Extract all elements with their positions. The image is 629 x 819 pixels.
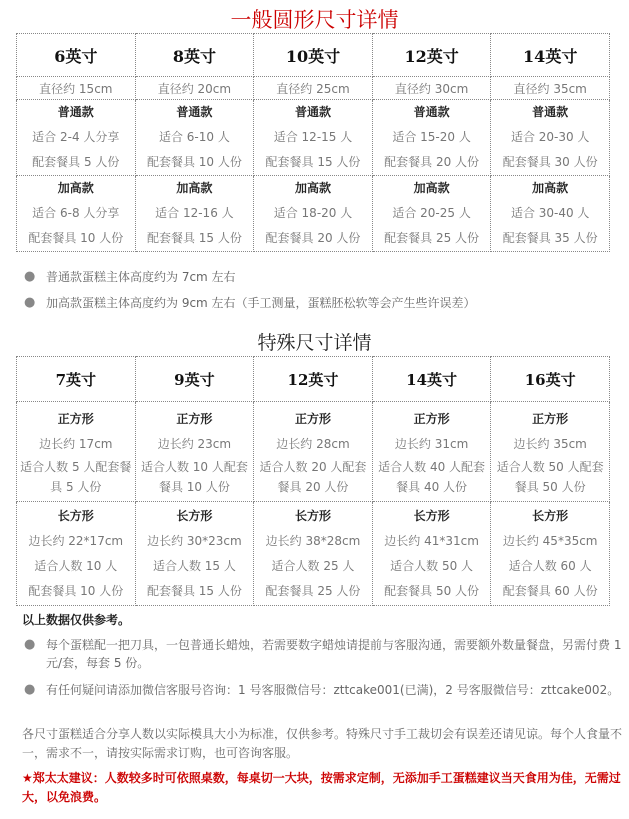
tableware-text: 配套餐具 10 人份: [28, 231, 124, 245]
variant-name: 普通款: [532, 105, 569, 119]
variant-name: 普通款: [176, 105, 213, 119]
tableware-text: 配套餐具 60 人份: [502, 584, 598, 598]
general-size-table: [16, 33, 610, 252]
variant-name: 加高款: [413, 181, 450, 195]
side-text: 边长约 17cm: [39, 436, 113, 451]
advice-text: ★郑太太建议：人数较多时可依照桌数，每桌切一大块，按需求定制，无添加手工蛋糕建议当天食用为佳，无需过大，以免浪费。: [22, 771, 621, 804]
rect-cell: [254, 502, 373, 606]
normal-cell: [254, 100, 373, 176]
variant-name: 加高款: [532, 181, 569, 195]
tall-cell: [254, 176, 373, 252]
diameter-cell: 直径约 20cm: [135, 77, 254, 100]
shape-name: 长方形: [294, 509, 331, 523]
side-text: 边长约 28cm: [276, 436, 350, 451]
side-text: 边长约 45*35cm: [502, 534, 598, 548]
bullet-dot-icon: ●: [24, 269, 36, 284]
serves-text: 适合 30-40 人: [510, 206, 590, 220]
diameter-cell: 直径约 35cm: [491, 77, 610, 100]
serves-text: 适合人数 50 人: [390, 559, 474, 573]
info-text: 适合人数 40 人配套餐具 40 人份: [378, 459, 486, 494]
shape-name: 正方形: [57, 411, 94, 426]
service-notes: [22, 636, 622, 708]
variant-name: 普通款: [413, 105, 450, 119]
side-text: 边长约 23cm: [157, 436, 232, 451]
square-cell: [17, 402, 136, 502]
special-size-table: [16, 356, 610, 606]
shape-name: 正方形: [294, 411, 331, 426]
disclaimer-paragraph: 各尺寸蛋糕适合分享人数以实际模具大小为标准，仅供参考。特殊尺寸手工裁切会有误差还请见谅。每个人食量不一，需求不一，请按实际需求订购，也可咨询客服。: [22, 727, 623, 760]
info-text: 适合人数 10 人配套餐具 10 人份: [140, 459, 248, 494]
normal-cell: [17, 100, 136, 176]
tall-row: [17, 176, 610, 252]
serves-text: 适合 12-15 人: [273, 130, 353, 144]
normal-cell: [372, 100, 491, 176]
variant-name: 加高款: [57, 181, 94, 195]
tall-cell: [491, 176, 610, 252]
diameter-cell: 直径约 25cm: [254, 77, 373, 100]
variant-name: 加高款: [176, 181, 213, 195]
shape-name: 正方形: [532, 411, 569, 426]
bullet-dot-icon: ●: [24, 637, 36, 652]
tableware-text: 配套餐具 35 人份: [502, 231, 598, 245]
rect-cell: [372, 502, 491, 606]
serves-text: 适合 20-25 人: [392, 206, 471, 220]
size-header: 14英寸: [372, 357, 491, 402]
serves-text: 适合人数 15 人: [152, 559, 236, 573]
rect-cell: [17, 502, 136, 606]
normal-cell: [491, 100, 610, 176]
diameter-cell: 直径约 15cm: [17, 77, 136, 100]
bullet-text: 加高款蛋糕主体高度约为 9cm 左右（手工测量，蛋糕胚松软等会产生些许误差）: [46, 296, 476, 310]
serves-text: 适合 6-8 人分享: [32, 206, 120, 220]
bullet-item: [22, 268, 622, 286]
shape-name: 长方形: [57, 509, 94, 523]
tall-cell: [135, 176, 254, 252]
normal-cell: [135, 100, 254, 176]
side-text: 边长约 22*17cm: [28, 534, 124, 548]
side-text: 边长约 38*28cm: [265, 534, 361, 548]
bullet-item: [22, 681, 622, 699]
bullet-text: 普通款蛋糕主体高度约为 7cm 左右: [46, 270, 236, 284]
tableware-text: 配套餐具 25 人份: [384, 231, 480, 245]
tableware-text: 配套餐具 10 人份: [146, 155, 242, 169]
serves-text: 适合 18-20 人: [273, 206, 353, 220]
info-text: 适合人数 5 人配套餐具 5 人份: [20, 459, 132, 494]
square-row: [17, 402, 610, 502]
general-round-title: 一般圆形尺寸详情: [230, 8, 399, 32]
size-header: 12英寸: [254, 357, 373, 402]
tableware-text: 配套餐具 25 人份: [265, 584, 361, 598]
serves-text: 适合 20-30 人: [510, 130, 590, 144]
info-text: 适合人数 20 人配套餐具 20 人份: [259, 459, 367, 494]
tableware-text: 配套餐具 20 人份: [265, 231, 361, 245]
size-header: 6英寸: [17, 34, 136, 77]
size-header-row: [17, 357, 610, 402]
height-notes: [22, 268, 622, 320]
diameter-row: [17, 77, 610, 100]
square-cell: [135, 402, 254, 502]
serves-text: 适合 12-16 人: [155, 206, 234, 220]
serves-text: 适合 2-4 人分享: [32, 130, 120, 144]
size-header: 8英寸: [135, 34, 254, 77]
normal-row: [17, 100, 610, 176]
rect-cell: [491, 502, 610, 606]
size-header: 16英寸: [491, 357, 610, 402]
tableware-text: 配套餐具 15 人份: [265, 155, 361, 169]
rect-cell: [135, 502, 254, 606]
bullet-dot-icon: ●: [24, 295, 36, 310]
bullet-dot-icon: ●: [24, 682, 36, 697]
size-header: 9英寸: [135, 357, 254, 402]
serves-text: 适合 6-10 人: [158, 130, 230, 144]
shape-name: 长方形: [532, 509, 569, 523]
side-text: 边长约 41*31cm: [384, 534, 479, 548]
tableware-text: 配套餐具 15 人份: [146, 584, 242, 598]
side-text: 边长约 30*23cm: [147, 534, 242, 548]
square-cell: [372, 402, 491, 502]
bullet-item: [22, 294, 622, 312]
special-size-title: 特殊尺寸详情: [257, 332, 372, 354]
bullet-text: 每个蛋糕配一把刀具，一包普通长蜡烛，若需要数字蜡烛请提前与客服沟通，需要额外数量餐盘，另需付费 1 元/套，每套 5 份。: [46, 638, 622, 670]
tableware-text: 配套餐具 15 人份: [146, 231, 242, 245]
info-text: 适合人数 50 人配套餐具 50 人份: [496, 459, 604, 494]
variant-name: 普通款: [294, 105, 331, 119]
reference-note: 以上数据仅供参考。: [22, 613, 131, 627]
tall-cell: [17, 176, 136, 252]
side-text: 边长约 35cm: [513, 436, 587, 451]
size-header-row: [17, 34, 610, 77]
tableware-text: 配套餐具 50 人份: [384, 584, 480, 598]
serves-text: 适合人数 25 人: [271, 559, 355, 573]
diameter-cell: 直径约 30cm: [372, 77, 491, 100]
shape-name: 长方形: [176, 509, 213, 523]
serves-text: 适合人数 60 人: [508, 559, 592, 573]
shape-name: 正方形: [176, 411, 213, 426]
square-cell: [491, 402, 610, 502]
bullet-text: 有任何疑问请添加微信客服号咨询：1 号客服微信号：zttcake001(已满)，2 号客服微信号：zttcake002。: [46, 683, 620, 697]
size-header: 7英寸: [17, 357, 136, 402]
variant-name: 加高款: [294, 181, 331, 195]
size-header: 10英寸: [254, 34, 373, 77]
tableware-text: 配套餐具 20 人份: [384, 155, 480, 169]
serves-text: 适合人数 10 人: [34, 559, 118, 573]
bullet-item: [22, 636, 622, 672]
side-text: 边长约 31cm: [394, 436, 469, 451]
tableware-text: 配套餐具 10 人份: [28, 584, 124, 598]
size-header: 14英寸: [491, 34, 610, 77]
tableware-text: 配套餐具 5 人份: [32, 155, 120, 169]
tall-cell: [372, 176, 491, 252]
square-cell: [254, 402, 373, 502]
serves-text: 适合 15-20 人: [392, 130, 471, 144]
size-header: 12英寸: [372, 34, 491, 77]
tableware-text: 配套餐具 30 人份: [502, 155, 598, 169]
rect-row: [17, 502, 610, 606]
shape-name: 长方形: [413, 509, 450, 523]
shape-name: 正方形: [413, 411, 450, 426]
variant-name: 普通款: [57, 105, 94, 119]
